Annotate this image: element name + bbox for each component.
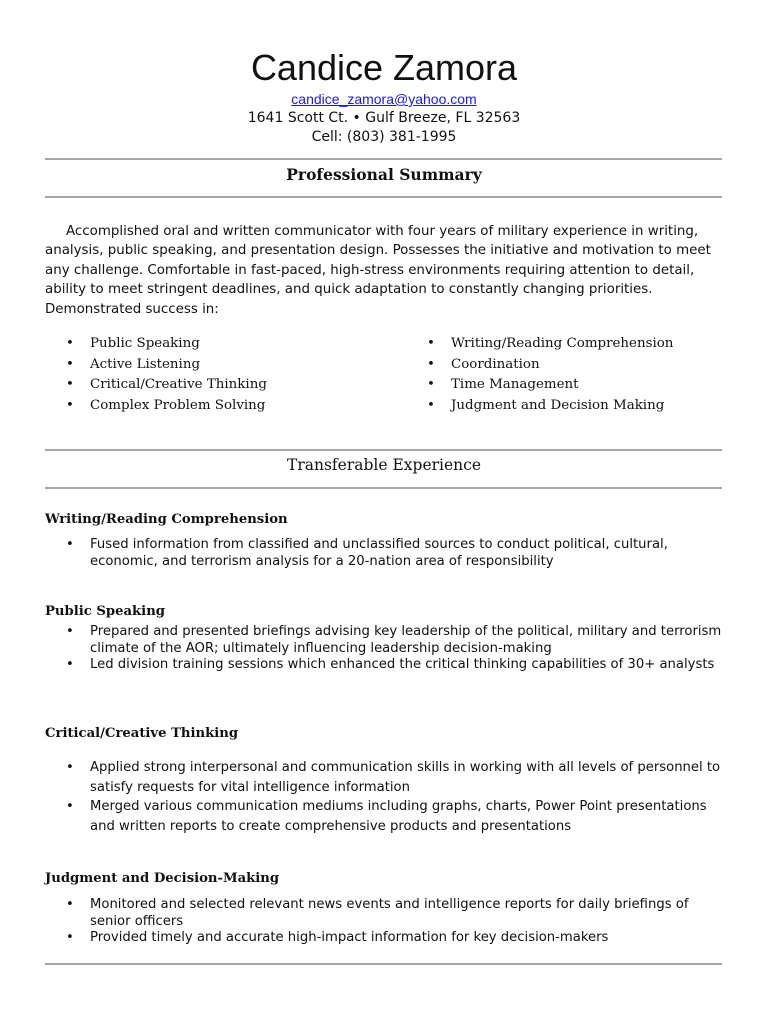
list-item: • Prepared and presented briefings advising key leadership of the political, military and terrorism climate of the AOR; ultimately influencing leadership decision-making (66, 624, 731, 657)
subheading-critical-thinking: Critical/Creative Thinking (45, 726, 239, 741)
candidate-name: Candice Zamora (250, 47, 518, 88)
list-item: • Applied strong interpersonal and communication skills in working with all levels of personnel to satisfy requests for vital intelligence information (66, 758, 731, 797)
skills-list-right (427, 334, 727, 416)
list-item: • Critical/Creative Thinking (66, 375, 386, 396)
bullets-writing (66, 537, 731, 570)
subheading-writing: Writing/Reading Comprehension (45, 512, 288, 527)
divider-top (45, 158, 722, 160)
email-link[interactable]: candice_zamora@yahoo.com (291, 91, 477, 107)
bullets-public-speaking (66, 624, 731, 674)
list-item: • Active Listening (66, 355, 386, 376)
phone: Cell: (803) 381-1995 (311, 129, 457, 145)
skills-list-left (66, 334, 386, 416)
summary-paragraph: Accomplished oral and written communicator with four years of military experience in writing, analysis, public speaking, and presentation design. Possesses the initiative and motivation to meet any challenge. Comfortable in fast-paced, high-stress environments requiring attention to detail, ability to meet stringent deadlines, and quick adaptation to constantly changing priorities. Demonstrated success in: (45, 224, 711, 317)
list-item: • Fused information from classified and unclassified sources to conduct political, cultural, economic, and terrorism analysis for a 20-nation area of responsibility (66, 537, 731, 570)
section-title-summary: Professional Summary (286, 165, 482, 184)
list-item: • Coordination (427, 355, 727, 376)
bullets-critical-thinking (66, 758, 731, 836)
divider-experience (45, 487, 722, 489)
list-item: • Led division training sessions which enhanced the critical thinking capabilities of 30+ analysts (66, 657, 731, 674)
subheading-public-speaking: Public Speaking (45, 604, 166, 619)
subheading-judgment: Judgment and Decision-Making (45, 871, 280, 886)
list-item: • Public Speaking (66, 334, 386, 355)
bullets-judgment (66, 897, 731, 947)
address: 1641 Scott Ct. • Gulf Breeze, FL 32563 (247, 110, 521, 126)
list-item: • Writing/Reading Comprehension (427, 334, 727, 355)
divider-summary (45, 196, 722, 198)
list-item: • Time Management (427, 375, 727, 396)
list-item: • Complex Problem Solving (66, 396, 386, 417)
section-title-experience: Transferable Experience (287, 456, 481, 474)
list-item: • Merged various communication mediums including graphs, charts, Power Point presentations and written reports to create comprehensive products and presentations (66, 797, 731, 836)
list-item: • Provided timely and accurate high-impact information for key decision-makers (66, 930, 731, 947)
list-item: • Monitored and selected relevant news events and intelligence reports for daily briefings of senior officers (66, 897, 731, 930)
divider-experience-top (45, 449, 722, 451)
list-item: • Judgment and Decision Making (427, 396, 727, 417)
divider-bottom (45, 963, 722, 965)
